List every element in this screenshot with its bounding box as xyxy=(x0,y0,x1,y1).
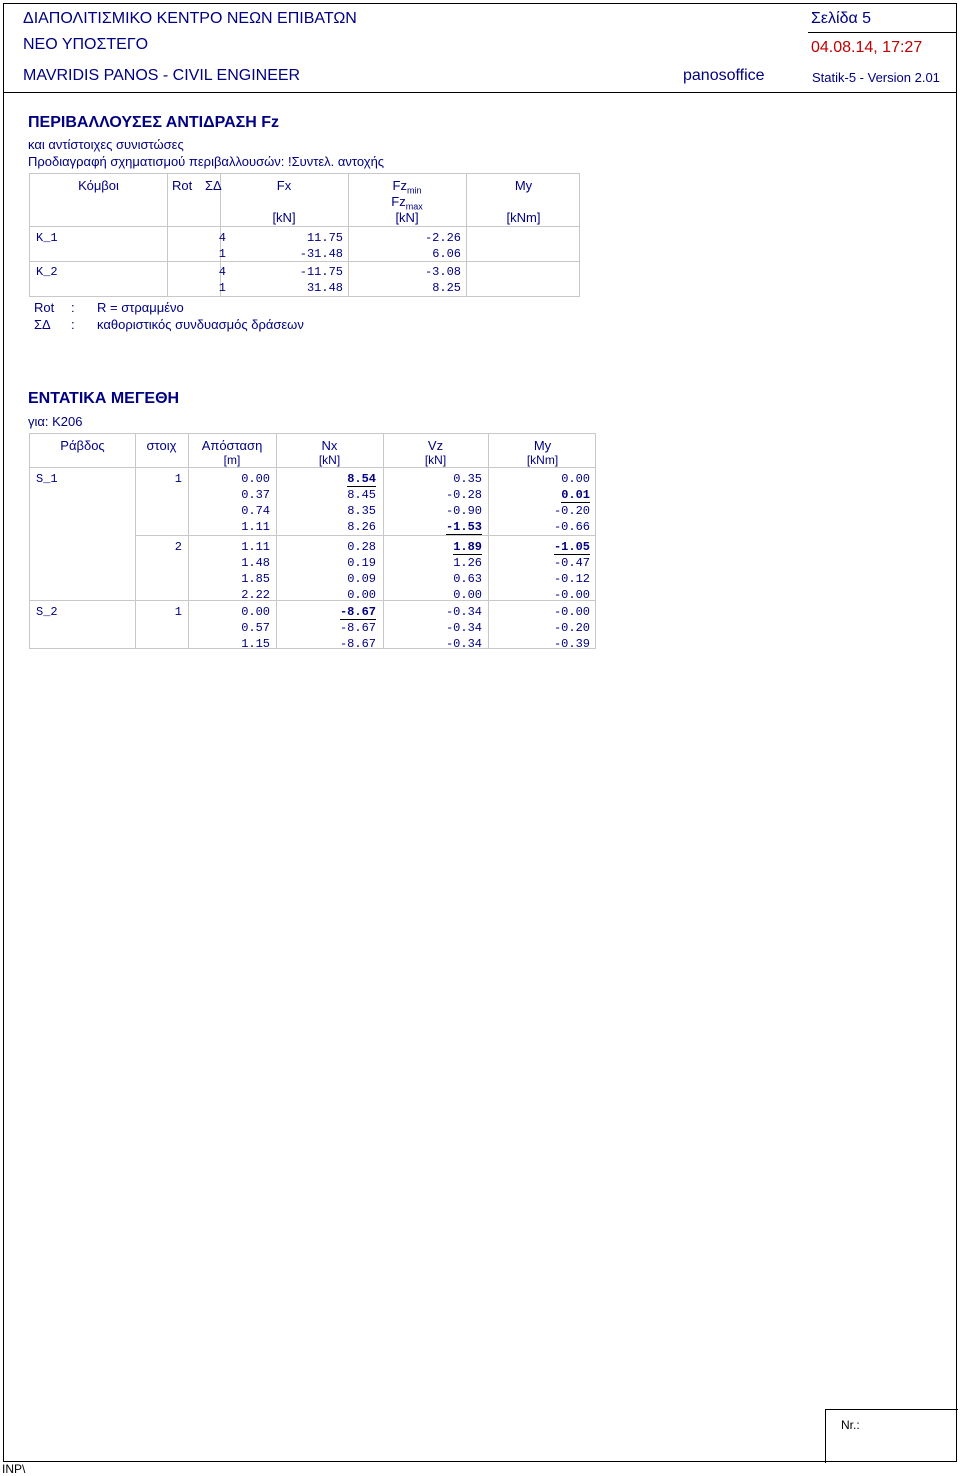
vz-value: -0.34 xyxy=(445,605,482,619)
element-number: 1 xyxy=(174,605,182,619)
legend-rot-text: R = στραμμένο xyxy=(97,300,184,315)
legend-sd-key: ΣΔ xyxy=(34,317,51,332)
distance-value: 1.11 xyxy=(241,520,270,534)
software-version: Statik-5 - Version 2.01 xyxy=(812,70,940,85)
fz-value: -3.08 xyxy=(424,265,461,279)
section-reactions-title: ΠΕΡΙΒΑΛΛΟΥΣΕΣ ΑΝΤΙΔΡΑΣΗ Fz xyxy=(28,114,280,131)
distance-value: 0.00 xyxy=(241,472,270,486)
legend-rot-sep: : xyxy=(71,300,75,315)
my-value: -0.12 xyxy=(553,572,590,586)
col-fzmax-header: $Fz_{max}$ xyxy=(391,194,423,212)
table-row xyxy=(30,588,595,603)
vz-value-extreme: 1.89 xyxy=(453,540,482,554)
vz-value: 1.26 xyxy=(453,556,482,570)
col-vz-header: Vz xyxy=(427,438,444,453)
nx-value: 0.09 xyxy=(347,572,376,586)
my-value: -0.66 xyxy=(553,520,590,534)
internal-forces-table xyxy=(29,433,596,649)
col-distance-header: Απόσταση xyxy=(201,438,263,453)
col-nx-header: Nx xyxy=(321,438,338,453)
col-fx-header: Fx xyxy=(276,178,292,193)
col-element-header: στοιχ xyxy=(146,438,177,453)
nx-value: -8.67 xyxy=(339,637,376,651)
col-nodes-header: Κόμβοι xyxy=(78,178,119,193)
my-value: -0.39 xyxy=(553,637,590,651)
col-fz-unit: [kN] xyxy=(395,210,419,225)
my-value: -0.47 xyxy=(553,556,590,570)
distance-value: 0.37 xyxy=(241,488,270,502)
my-value: -0.20 xyxy=(553,504,590,518)
my-value-extreme: -1.05 xyxy=(553,540,590,554)
sd-value: 4 xyxy=(218,231,226,245)
table-row xyxy=(30,556,595,571)
my-value-extreme: 0.01 xyxy=(561,488,590,502)
project-title: ΔΙΑΠΟΛΙΤΙΣΜΙΚΟ ΚΕΝΤΡΟ ΝΕΩΝ ΕΠΙΒΑΤΩΝ xyxy=(23,10,357,27)
nx-value: 8.35 xyxy=(347,504,376,518)
node-label: K_1 xyxy=(36,231,58,245)
page-frame xyxy=(3,3,957,1462)
section-forces-subtitle: για: K206 xyxy=(28,414,83,429)
element-number: 1 xyxy=(174,472,182,486)
my-value: 0.00 xyxy=(561,472,590,486)
col-nx-unit: [kN] xyxy=(318,453,341,467)
vz-value: -0.34 xyxy=(445,637,482,651)
node-label: K_2 xyxy=(36,265,58,279)
distance-value: 0.57 xyxy=(241,621,270,635)
vz-value: 0.35 xyxy=(453,472,482,486)
my-value: -0.00 xyxy=(553,588,590,602)
nx-value-extreme: -8.67 xyxy=(339,605,376,619)
section-forces-title: ΕΝΤΑΤΙΚΑ ΜΕΓΕΘΗ xyxy=(28,390,180,407)
col-distance-unit: [m] xyxy=(223,453,241,467)
vz-value: 0.63 xyxy=(453,572,482,586)
nx-value: 8.26 xyxy=(347,520,376,534)
nx-value: 8.45 xyxy=(347,488,376,502)
brand-name: panosoffice xyxy=(683,67,765,84)
input-path: INP\ xyxy=(2,1462,26,1476)
project-subtitle: ΝΕΟ ΥΠΟΣΤΕΓΟ xyxy=(23,36,149,53)
col-my-header: My xyxy=(533,438,552,453)
col-my-header: My xyxy=(514,178,533,193)
header-divider-right xyxy=(808,32,956,33)
nx-value: 0.00 xyxy=(347,588,376,602)
print-datetime: 04.08.14, 17:27 xyxy=(811,39,923,56)
distance-value: 1.85 xyxy=(241,572,270,586)
sd-value: 1 xyxy=(218,281,226,295)
table-row xyxy=(30,488,595,503)
member-label: S_2 xyxy=(36,605,58,619)
fz-value: 8.25 xyxy=(432,281,461,295)
legend-sd-sep: : xyxy=(71,317,75,332)
col-my-unit: [kNm] xyxy=(526,453,559,467)
fz-value: 6.06 xyxy=(432,247,461,261)
legend-rot-key: Rot xyxy=(34,300,55,315)
section-reactions-subtitle: και αντίστοιχες συνιστώσες xyxy=(28,137,184,152)
vz-value: -0.28 xyxy=(445,488,482,502)
distance-value: 1.48 xyxy=(241,556,270,570)
legend-sd-text: καθοριστικός συνδυασμός δράσεων xyxy=(97,317,304,332)
distance-value: 2.22 xyxy=(241,588,270,602)
fz-value: -2.26 xyxy=(424,231,461,245)
distance-value: 0.00 xyxy=(241,605,270,619)
my-value: -0.20 xyxy=(553,621,590,635)
member-label: S_1 xyxy=(36,472,58,486)
nx-value: 0.19 xyxy=(347,556,376,570)
table-row xyxy=(30,605,595,620)
vz-value: 0.00 xyxy=(453,588,482,602)
distance-value: 1.15 xyxy=(241,637,270,651)
engineer-name: MAVRIDIS PANOS - CIVIL ENGINEER xyxy=(23,67,301,84)
nx-value: -8.67 xyxy=(339,621,376,635)
nx-value-extreme: 8.54 xyxy=(347,472,376,486)
distance-value: 0.74 xyxy=(241,504,270,518)
page-number: Σελίδα 5 xyxy=(811,10,872,27)
table-row xyxy=(30,572,595,587)
fx-value: -31.48 xyxy=(299,247,343,261)
element-number: 2 xyxy=(174,540,182,554)
sd-value: 1 xyxy=(218,247,226,261)
fx-value: 31.48 xyxy=(306,281,343,295)
col-rot-header: Rot xyxy=(172,178,193,193)
table-row xyxy=(30,520,595,535)
nr-label: Nr.: xyxy=(841,1418,860,1432)
fx-value: 11.75 xyxy=(306,231,343,245)
col-fx-unit: [kN] xyxy=(272,210,296,225)
table-row xyxy=(30,472,595,487)
fx-value: -11.75 xyxy=(299,265,343,279)
reactions-table xyxy=(29,173,580,297)
table-row xyxy=(30,621,595,636)
header-bottom-line xyxy=(4,92,956,93)
col-my-unit: [kNm] xyxy=(506,210,541,225)
vz-value-extreme: -1.53 xyxy=(445,520,482,534)
col-vz-unit: [kN] xyxy=(424,453,447,467)
distance-value: 1.11 xyxy=(241,540,270,554)
table-row xyxy=(30,637,595,652)
col-member-header: Ράβδος xyxy=(60,438,105,453)
col-fzmin-header: $Fz_{min}$ xyxy=(392,178,422,196)
envelope-spec: Προδιαγραφή σχηματισμού περιβαλλουσών: !Συντελ. αντοχής xyxy=(28,154,385,169)
nx-value: 0.28 xyxy=(347,540,376,554)
sd-value: 4 xyxy=(218,265,226,279)
table-row xyxy=(30,540,595,555)
col-sd-header: ΣΔ xyxy=(205,178,222,193)
vz-value: -0.90 xyxy=(445,504,482,518)
my-value: -0.00 xyxy=(553,605,590,619)
nr-box xyxy=(825,1409,958,1463)
table-row xyxy=(30,504,595,519)
vz-value: -0.34 xyxy=(445,621,482,635)
